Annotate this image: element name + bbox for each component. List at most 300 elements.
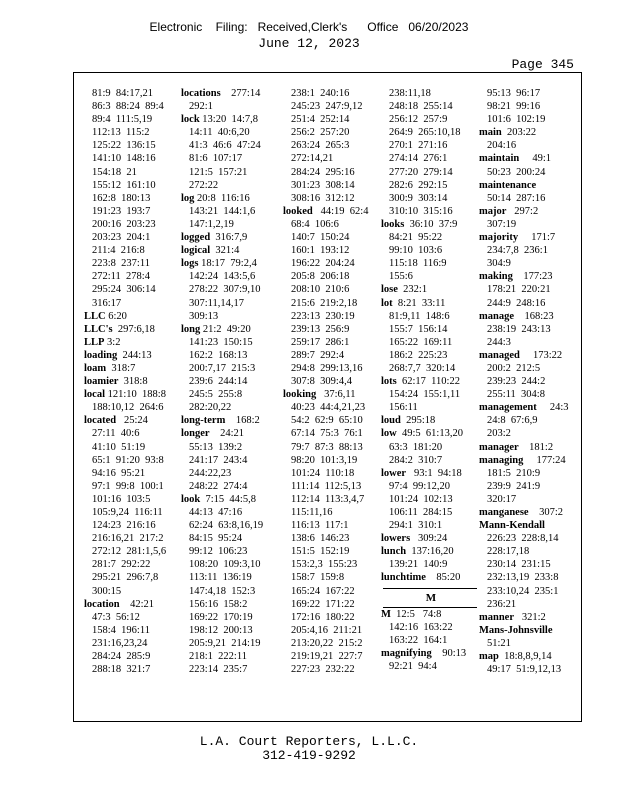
index-entry-continuation [283,139,383,152]
index-word: Mans-Johnsville [479,624,553,636]
page-line-references: 239:6 244:14 [189,376,248,388]
page-line-references: 300:9 303:14 [389,192,448,204]
index-entry [84,336,184,349]
page-line-references: 24:8 67:6,9 [487,415,538,427]
page-line-references: 125:22 136:15 [92,140,156,152]
page-line-references: 49:1 [519,153,552,165]
index-entry-continuation [283,414,383,427]
index-entry-continuation [479,375,579,388]
index-word: local [84,389,105,401]
page-line-references: 97:4 99:12,20 [389,480,450,492]
page-line-references: 295:24 306:14 [92,284,156,296]
page-line-references: 165:24 167:22 [291,585,355,597]
index-entry-continuation [381,166,481,179]
index-entry-continuation [283,179,383,192]
page-line-references: 239:9 241:9 [487,480,541,492]
page-line-references: 156:11 [389,402,418,414]
index-entry-continuation [479,427,579,440]
page-line-references: 63:3 181:20 [389,441,443,453]
index-entry [479,401,579,414]
index-entry [479,650,579,663]
index-entry-continuation [283,336,383,349]
index-column-4 [381,87,481,673]
index-entry-continuation [479,139,579,152]
page-line-references: 49:5 61:13,20 [396,428,463,440]
index-entry-continuation [381,152,481,165]
letter-heading: M [425,591,437,604]
page-line-references: 115:11,16 [291,507,333,518]
index-entry-continuation [283,441,383,454]
page-line-references: 248:22 274:4 [189,480,248,492]
index-entry [181,231,281,244]
index-entry-continuation [181,166,281,179]
index-entry-continuation [283,126,383,139]
page-line-references: 42:21 [119,598,155,610]
index-entry-continuation [283,270,383,283]
index-entry [84,388,184,401]
page-line-references: 295:21 296:7,8 [92,572,159,584]
index-entry [479,624,579,637]
index-column-2 [181,87,281,676]
page-line-references: 13:20 14:7,8 [199,114,259,126]
index-entry-continuation [181,519,281,532]
page-line-references: 162:2 168:13 [189,349,248,361]
index-entry-continuation [84,506,184,519]
index-word: manager [479,441,519,453]
page-line-references: 316:17 [92,297,122,309]
index-entry-continuation [381,257,481,270]
page-line-references: 272:14,21 [291,153,334,165]
index-entry-continuation [479,218,579,231]
page-line-references: 177:23 [512,271,553,283]
index-entry-continuation [381,87,481,100]
index-entry-continuation [283,166,383,179]
index-entry-continuation [283,545,383,558]
index-entry-continuation [181,297,281,310]
index-entry [84,375,184,388]
page-line-references: 282:20,22 [189,402,232,414]
index-entry-continuation [381,660,481,673]
index-entry-continuation [84,480,184,493]
index-entry-continuation [283,585,383,598]
page-line-references: 62:17 110:22 [396,376,460,388]
index-entry [181,244,281,257]
page-line-references: 239:13 256:9 [291,323,350,335]
page-line-references: 320:17 [487,493,517,505]
page-line-references: 155:7 156:14 [389,323,448,335]
page-line-references: 162:8 180:13 [92,192,151,204]
page-line-references: 200:2 212:5 [487,362,541,374]
page-line-references: 173:22 [519,349,563,361]
page-line-references: 154:18 21 [92,166,137,178]
page-line-references: 233:10,24 235:1 [487,585,559,597]
filing-stamp-line: Electronic Filing: Received,Clerk's Office 06/20/2023 [149,20,469,34]
index-entry-continuation [283,152,383,165]
page-line-references: 284:24 285:9 [92,651,151,663]
page-line-references: 155:12 161:10 [92,179,156,191]
page-line-references: 227:23 232:22 [291,664,355,676]
index-entry [479,231,579,244]
index-word: management [479,402,537,414]
page-line-references: 51:21 [487,637,511,649]
index-entry-continuation [181,506,281,519]
index-entry-continuation [283,637,383,650]
index-word: maintenance [479,179,537,191]
index-entry-continuation [479,244,579,257]
page-line-references: 244:9 248:16 [487,297,546,309]
index-entry [479,454,579,467]
page-line-references: 272:22 [189,179,219,191]
index-word: lock [181,114,200,126]
index-word: long [181,323,201,335]
index-entry [479,126,579,139]
index-entry-continuation [84,139,184,152]
page-line-references: 294:1 310:1 [389,520,443,532]
page-line-references: 278:22 307:9,10 [189,284,261,296]
index-word: log [181,192,195,204]
page-line-references: 219:19,21 227:7 [291,651,363,663]
page-line-references: 67:14 75:3 76:1 [291,428,363,440]
index-entry-continuation [283,454,383,467]
index-entry-continuation [479,598,579,611]
page-line-references: 300:15 [92,585,122,597]
index-word: managed [479,349,520,361]
page-line-references: 97:1 99:8 100:1 [92,480,164,492]
page-line-references: 85:20 [425,572,461,584]
page-line-references: 99:12 106:23 [189,546,248,558]
index-entry [181,87,281,100]
page-line-references: 62:24 63:8,16,19 [189,520,264,532]
index-entry [479,310,579,323]
index-entry [381,375,481,388]
index-entry-continuation [181,441,281,454]
page-line-references: 65:1 91:20 93:8 [92,454,164,466]
index-entry-continuation [84,126,184,139]
index-word: magnifying [381,647,432,659]
index-entry [479,270,579,283]
index-entry-continuation [479,166,579,179]
page-line-references: 318:7 [106,362,136,374]
index-entry-continuation [84,519,184,532]
index-word: looks [381,218,405,230]
page-line-references: 101:6 102:19 [487,114,546,126]
index-entry-continuation [181,362,281,375]
page-line-references: 295:18 [400,415,436,427]
page-line-references: 101:16 103:5 [92,493,151,505]
index-entry-continuation [181,179,281,192]
page-line-references: 230:14 231:15 [487,559,551,571]
page-line-references: 216:16,21 217:2 [92,533,164,545]
letter-divider [383,588,477,589]
page-line-references: 186:2 225:23 [389,349,448,361]
index-entry-continuation [84,532,184,545]
index-entry-continuation [479,113,579,126]
index-word: LLC's [84,323,113,335]
index-entry-continuation [381,270,481,283]
page-line-references: 142:16 163:22 [389,621,453,633]
index-entry-continuation [479,362,579,375]
index-entry-continuation [283,192,383,205]
index-entry-continuation [181,637,281,650]
index-entry [84,362,184,375]
index-entry-continuation [84,218,184,231]
page-line-references: 8:21 33:11 [392,297,446,309]
page-line-references: 169:22 171:22 [291,598,355,610]
index-entry [181,414,281,427]
page-line-references: 318:8 [118,376,148,388]
page-line-references: 44:13 47:16 [189,507,243,518]
index-entry-continuation [84,270,184,283]
page-line-references: 238:11,18 [389,88,431,99]
index-entry-continuation [84,467,184,480]
index-entry-continuation [181,139,281,152]
page-line-references: 121:5 157:21 [189,166,248,178]
index-entry-continuation [479,283,579,296]
page-line-references: 200:16 203:23 [92,218,156,230]
page-line-references: 141:23 150:15 [189,336,253,348]
page-line-references: 238:1 240:16 [291,88,350,99]
index-entry [479,506,579,519]
index-entry-continuation [479,493,579,506]
index-entry [381,414,481,427]
index-word: Mann-Kendall [479,520,545,532]
index-entry-continuation [479,388,579,401]
index-word: looking [283,389,317,401]
index-entry-continuation [479,467,579,480]
page-line-references: 223:14 235:7 [189,664,248,676]
index-entry-continuation [84,441,184,454]
index-entry-continuation [283,611,383,624]
index-entry-continuation [84,585,184,598]
index-entry [181,192,281,205]
index-word: loud [381,415,401,427]
page-line-references: 24:21 [209,428,244,440]
index-entry-continuation [181,624,281,637]
index-entry-continuation [381,244,481,257]
index-entry-continuation [181,375,281,388]
page-line-references: 84:15 95:24 [189,533,243,545]
index-entry [283,388,383,401]
index-entry [84,414,184,427]
index-entry-continuation [84,257,184,270]
index-entry [479,205,579,218]
index-word: locations [181,88,221,99]
index-entry-continuation [283,624,383,637]
page-line-references: 248:18 255:14 [389,101,453,113]
page-line-references: 292:1 [189,101,213,113]
page-line-references: 143:21 144:1,6 [189,205,256,217]
index-entry-continuation [283,506,383,519]
page-line-references: 191:23 193:7 [92,205,151,217]
page-line-references: 284:2 310:7 [389,454,443,466]
page-line-references: 138:6 146:23 [291,533,350,545]
index-word: manage [479,310,514,322]
page-line-references: 50:23 200:24 [487,166,546,178]
page-line-references: 321:4 [210,245,240,257]
page-line-references: 7:15 44:5,8 [200,493,256,505]
index-entry [479,349,579,362]
index-word: LLP [84,336,105,348]
index-entry [479,441,579,454]
page-line-references: 232:1 [397,284,428,296]
index-entry-continuation [283,362,383,375]
page-line-references: 264:9 265:10,18 [389,127,461,139]
index-entry-continuation [381,100,481,113]
page-line-references: 234:7,8 236:1 [487,245,548,257]
index-entry-continuation [381,401,481,414]
index-entry-continuation [283,401,383,414]
index-entry-continuation [381,192,481,205]
page-line-references: 81:9 84:17,21 [92,88,153,99]
index-entry-continuation [381,205,481,218]
page-line-references: 50:14 287:16 [487,192,546,204]
index-entry-continuation [381,558,481,571]
index-word: lunch [381,546,407,558]
index-entry-continuation [479,257,579,270]
page-line-references: 68:4 106:6 [291,218,339,230]
index-entry [84,323,184,336]
index-entry-continuation [84,297,184,310]
index-column-1 [84,87,184,676]
page-line-references: 27:11 40:6 [92,428,140,440]
index-word: low [381,428,397,440]
page-line-references: 309:24 [410,533,448,545]
page-line-references: 168:2 [225,415,260,427]
index-entry-continuation [181,532,281,545]
index-entry-continuation [479,532,579,545]
index-word: majority [479,232,519,244]
page-line-references: 263:24 265:3 [291,140,350,152]
index-entry-continuation [381,454,481,467]
page-line-references: 92:21 94:4 [389,661,437,673]
page-line-references: 281:7 292:22 [92,559,151,571]
page-line-references: 18:8,8,9,14 [498,651,552,663]
index-word: managing [479,454,524,466]
page-line-references: 79:7 87:3 88:13 [291,441,363,453]
index-entry-continuation [181,401,281,414]
page-line-references: 274:14 276:1 [389,153,448,165]
index-entry-continuation [381,621,481,634]
page-line-references: 24:3 [536,402,569,414]
index-entry-continuation [479,545,579,558]
index-entry-continuation [381,634,481,647]
index-entry-continuation [381,323,481,336]
page-line-references: 49:17 51:9,12,13 [487,664,562,676]
index-entry-continuation [84,663,184,676]
index-entry-continuation [283,244,383,257]
index-entry-continuation [84,231,184,244]
index-entry [84,598,184,611]
index-entry-continuation [283,427,383,440]
index-entry-continuation [381,139,481,152]
index-entry-continuation [283,297,383,310]
page-line-references: 213:20,22 215:2 [291,637,363,649]
index-entry-continuation [283,100,383,113]
page-line-references: 198:12 200:13 [189,624,253,636]
index-entry-continuation [479,480,579,493]
index-entry [381,571,481,584]
page-line-references: 205:4,16 211:21 [291,624,363,636]
page-line-references: 139:21 140:9 [389,559,448,571]
page-line-references: 297:2 [506,205,539,217]
page-line-references: 259:17 286:1 [291,336,350,348]
index-entry-continuation [283,571,383,584]
page-line-references: 203:22 [501,127,537,139]
page-line-references: 111:14 112:5,13 [291,480,362,492]
index-entry-continuation [181,100,281,113]
page-line-references: 228:17,18 [487,546,530,558]
page-line-references: 14:11 40:6,20 [189,127,250,139]
page-line-references: 86:3 88:24 89:4 [92,101,164,113]
page-line-references: 205:8 206:18 [291,271,350,283]
page-line-references: 310:10 315:16 [389,205,453,217]
page-line-references: 21:2 49:20 [200,323,251,335]
index-entry-continuation [283,467,383,480]
page-line-references: 200:7,17 215:3 [189,362,256,374]
index-entry-continuation [283,663,383,676]
court-reporter-phone: 312-419-9292 [262,748,356,763]
page-line-references: 181:5 210:9 [487,467,541,479]
index-entry-continuation [283,375,383,388]
page-line-references: 153:2,3 155:23 [291,559,358,571]
index-word: major [479,205,507,217]
index-entry [283,205,383,218]
page-line-references: 172:16 180:22 [291,611,355,623]
index-entry [479,152,579,165]
index-entry-continuation [181,571,281,584]
index-entry-continuation [283,257,383,270]
page-line-references: 171:7 [518,232,556,244]
document-date: June 12, 2023 [258,36,360,51]
index-entry-continuation [181,545,281,558]
index-entry [84,310,184,323]
page-line-references: 245:5 255:8 [189,389,243,401]
index-entry-continuation [84,558,184,571]
page-line-references: 89:4 111:5,19 [92,114,153,126]
index-entry-continuation [479,585,579,598]
index-word: LLC [84,310,106,322]
page-line-references: 284:24 295:16 [291,166,355,178]
index-entry [381,427,481,440]
page-line-references: 95:13 96:17 [487,88,541,99]
index-entry-continuation [283,231,383,244]
page-line-references: 241:17 243:4 [189,454,248,466]
page-line-references: 304:9 [487,258,511,270]
index-entry-continuation [283,87,383,100]
page-line-references: 231:16,23,24 [92,637,148,649]
index-entry [181,427,281,440]
page-line-references: 203:23 204:1 [92,232,151,244]
index-entry-continuation [181,310,281,323]
page-line-references: 116:13 117:1 [291,520,349,532]
page-line-references: 41:10 51:19 [92,441,146,453]
page-line-references: 181:2 [518,441,554,453]
index-entry [381,608,481,621]
index-word: located [84,415,117,427]
page-line-references: 272:11 278:4 [92,271,150,283]
index-word: making [479,271,513,283]
page-line-references: 268:7,7 320:14 [389,362,456,374]
page-number: Page 345 [511,57,574,72]
index-entry [479,611,579,624]
index-entry-continuation [283,349,383,362]
page-line-references: 203:2 [487,428,511,440]
page-line-references: 93:1 94:18 [406,467,462,479]
index-entry-continuation [479,336,579,349]
index-entry [479,179,579,192]
index-entry-continuation [381,126,481,139]
page-line-references: 151:5 152:19 [291,546,350,558]
